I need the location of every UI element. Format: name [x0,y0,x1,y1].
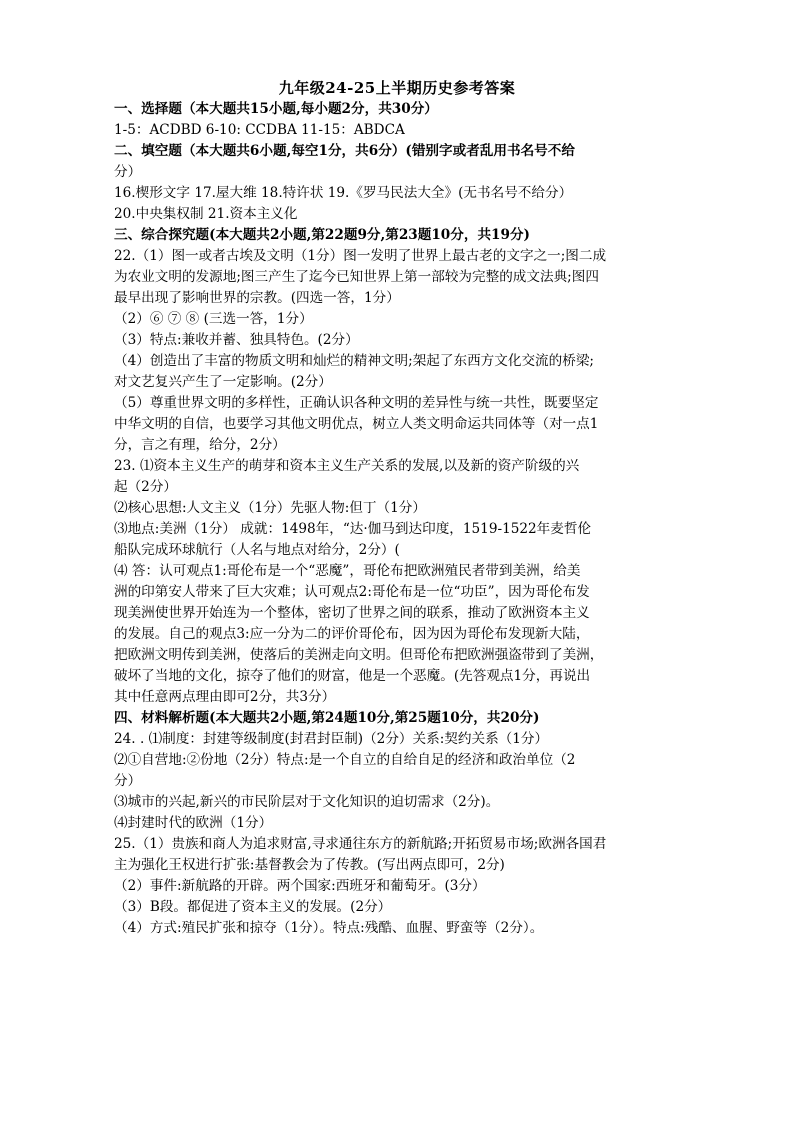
section-heading: 三、综合探究题(本大题共2小题,第22题9分,第23题10分，共19分) [114,227,530,243]
answer-line: 16.楔形文字 17.屋大维 18.特许状 19.《罗马民法大全》(无书名号不给分） [114,185,573,201]
answer-line: 分） [114,164,142,180]
answer-line: 20.中央集权制 21.资本主义化 [114,206,298,222]
answer-line: 1-5：ACDBD 6-10: CCDBA 11-15：ABDCA [114,122,405,138]
answer-line: 分，言之有理，给分，2分） [114,437,286,453]
answer-line: 对文艺复兴产生了一定影响。(2分） [114,374,332,390]
answer-line: 的发展。自己的观点3:应一分为二的评价哥伦布，因为因为哥伦布发现新大陆， [114,626,590,642]
answer-line: （4）创造出了丰富的物质文明和灿烂的精神文明;架起了东西方文化交流的桥梁; [114,353,594,369]
answer-line: 最早出现了影响世界的宗教。(四选一答，1分） [114,290,400,306]
answer-line: （3）特点:兼收并蓄、独具特色。(2分） [114,332,359,348]
answer-line: 其中任意两点理由即可2分，共3分） [114,689,336,705]
section-heading: 二、填空题（本大题共6小题,每空1分，共6分）(错别字或者乱用书名号不给 [114,143,575,159]
answer-line: 中华文明的自信，也要学习其他文明优点，树立人类文明命运共同体等（对一点1 [114,416,599,432]
answer-line: 为农业文明的发源地;图三产生了迄今已知世界上第一部较为完整的成文法典;图四 [114,269,599,285]
answer-line: 24. . ⑴制度：封建等级制度(封君封臣制)（2分）关系:契约关系（1分） [114,731,549,747]
section-heading: 四、材料解析题(本大题共2小题,第24题10分,第25题10分，共20分) [114,710,540,726]
answer-line: ⑷ 答：认可观点1:哥伦布是一个“恶魔”，哥伦布把欧洲殖民者带到美洲，给美 [114,563,581,579]
answer-line: 主为强化王权进行扩张:基督教会为了传教。(写出两点即可，2分) [114,857,505,873]
answer-line: ⑶城市的兴起,新兴的市民阶层对于文化知识的迫切需求（2分)。 [114,794,500,810]
answer-line: （3）B段。都促进了资本主义的发展。(2分） [114,899,392,915]
answer-line: 分） [114,773,142,789]
answer-line: （4）方式:殖民扩张和掠夺（1分）。特点:残酷、血腥、野蛮等（2分）。 [114,920,544,936]
answer-line: 23. ⑴资本主义生产的萌芽和资本主义生产关系的发展,以及新的资产阶级的兴 [114,458,580,474]
answer-line: 把欧洲文明传到美洲，使落后的美洲走向文明。但哥伦布把欧洲强盗带到了美洲， [114,647,604,663]
answer-line: 25.（1）贵族和商人为追求财富,寻求通往东方的新航路;开拓贸易市场;欧洲各国君 [114,836,607,852]
document-title: 九年级24-25上半期历史参考答案 [278,79,516,97]
answer-line: ⑶地点:美洲（1分） 成就：1498年，“达·伽马到达印度，1519-1522年麦哲伦 [114,521,592,537]
answer-line: ⑵核心思想:人文主义（1分）先驱人物:但丁（1分） [114,500,426,516]
answer-line: 洲的印第安人带来了巨大灾难；认可观点2:哥伦布是一位“功臣”，因为哥伦布发 [114,584,590,600]
answer-line: 现美洲使世界开始连为一个整体，密切了世界之间的联系，推动了欧洲资本主义 [114,605,590,621]
answer-line: （5）尊重世界文明的多样性，正确认识各种文明的差异性与统一共性，既要坚定 [114,395,599,411]
answer-line: 22.（1）图一或者古埃及文明（1分）图一发明了世界上最古老的文字之一;图二成 [114,248,607,264]
answer-line: （2）事件:新航路的开辟。两个国家:西班牙和葡萄牙。(3分） [114,878,486,894]
answer-line: （2）⑥ ⑦ ⑧ (三选一答，1分） [114,311,313,327]
answer-line: ⑵①自营地:②份地（2分）特点:是一个自立的自给自足的经济和政治单位（2 [114,752,576,768]
answer-line: 船队完成环球航行（人名与地点对给分，2分）( [114,542,400,558]
answer-line: 破坏了当地的文化，掠夺了他们的财富，他是一个恶魔。(先答观点1分，再说出 [114,668,591,684]
answer-line: ⑷封建时代的欧洲（1分） [114,815,273,831]
section-heading: 一、选择题（本大题共15小题,每小题2分，共30分） [114,101,438,117]
answer-line: 起（2分） [114,479,178,495]
